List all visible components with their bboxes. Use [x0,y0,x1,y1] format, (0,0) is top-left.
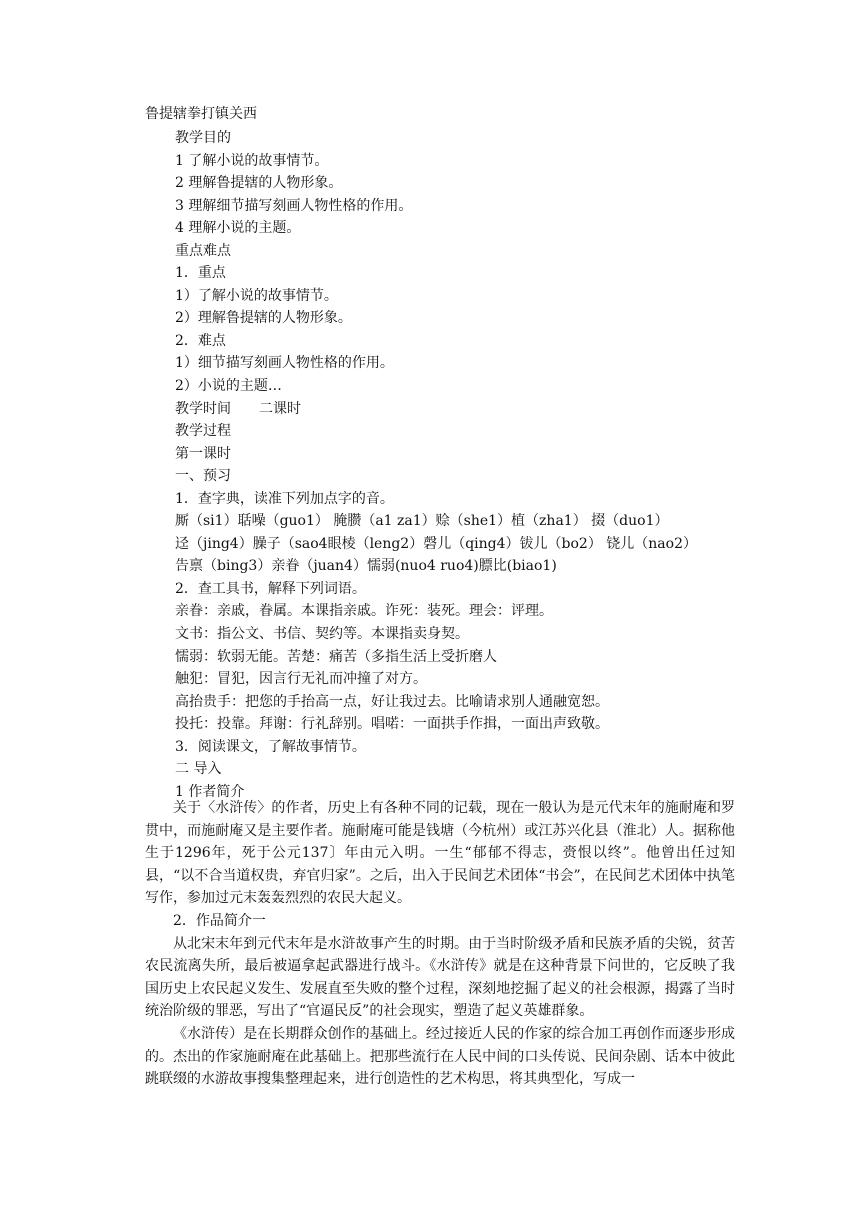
outline-lines [175,127,775,803]
body-paragraphs [145,797,735,1091]
text-line: 教学目的 [175,130,231,146]
text-line: 3．阅读课文，了解故事情节。 [175,738,366,755]
text-line: 厮（si1）聒噪（guo1） 腌臜（a1 za1）赊（she1）植（zha1） 掇（duo1） [175,513,669,530]
text-line: 2）小说的主题… [175,378,282,395]
text-line: 1）细节描写刻画人物性格的作用。 [175,355,394,372]
text-line: 3 理解细节描写刻画人物性格的作用。 [175,197,413,214]
text-line: 一、预习 [175,468,231,485]
work-creation-paragraph: 《水浒传）是在长期群众创作的基础上。经过接近人民的作家的综合加工再创作而逐步形成的。杰出的作家施耐庵在此基础上。把那些流行在人民中间的口头传说、民间杂剧、话本中彼此跳联缀的水游故事搜集整理起来，进行创造性的艺术构思，将其典型化，写成一 [145,1025,735,1088]
text-line: 教学时间 二课时 [175,400,301,417]
text-line: 1 了解小说的故事情节。 [175,152,329,169]
text-line: 投托：投靠。拜谢：行礼辞别。唱喏：一面拱手作揖，一面出声致敬。 [175,716,609,733]
text-line: 1 作者简介 [175,783,245,800]
text-line: 触犯：冒犯，因言行无礼而冲撞了对方。 [175,671,427,688]
section-subheading: 2．作品简介一 [173,912,266,929]
text-line: 教学过程 [175,423,231,440]
work-intro-paragraph: 从北宋末年到元代末年是水浒故事产生的时期。由于当时阶级矛盾和民族矛盾的尖锐，贫苦农民流离失所，最后被逼拿起武器进行战斗。《水浒传》就是在这种背景下问世的，它反映了我国历史上农民起义发生、发展直至失败的整个过程，深刻地挖掘了起义的社会根源，揭露了当时统治阶级的罪恶，写出了“官逼民反”的社会现实，塑造了起义英雄群象。 [145,935,735,1020]
text-line: 2）理解鲁提辖的人物形象。 [175,310,352,327]
text-line: 亲眷：亲戚，眷属。本课指亲戚。诈死：装死。理会：评理。 [175,603,553,620]
text-line: 重点难点 [175,242,231,259]
text-line: 高抬贵手：把您的手抬高一点，好让我过去。比喻请求别人通融宽恕。 [175,693,609,710]
author-paragraph: 关于〈水浒传〉的作者，历史上有各种不同的记载，现在一般认为是元代末年的施耐庵和罗贯中，而施耐庵又是主要作者。施耐庵可能是钱塘（今杭州）或江苏兴化县（淮北）人。据称他生于1296年，死于公元137〕年由元入明。一生“郁郁不得志，赍恨以终”。他曾出任过知县，“以不合当道权贵，弃官归家”。之后，出入于民间艺术团体“书会”，在民间艺术团体中执笔写作，参加过元末轰轰烈烈的农民大起义。 [145,800,735,907]
text-line: 2 理解鲁提辖的人物形象。 [175,175,343,192]
text-line: 懦弱：软弱无能。苦楚：痛苦（多指生活上受折磨人 [175,648,497,665]
text-line: 第一课时 [175,445,231,462]
text-line: 告禀（bing3）亲眷（juan4）懦弱(nuo4 ruo4)膘比(biao1) [175,558,557,575]
text-line: 二 导入 [175,761,222,778]
text-line: 迳（jing4）臊子（sao4眼棱（leng2）磬儿（qing4）钹儿（bo2） 铙儿（nao2） [175,535,697,552]
text-line: 文书：指公文、书信、契约等。本课指卖身契。 [175,626,469,643]
text-line: 1．查字典，读准下列加点字的音。 [175,490,394,507]
page-title: 鲁提辖拳打镇关西 [145,106,257,122]
text-line: 4 理解小说的主题。 [175,220,301,237]
text-line: 1）了解小说的故事情节。 [175,287,338,304]
text-line: 2．难点 [175,332,226,349]
text-line: 1．重点 [175,265,226,282]
text-line: 2．查工具书，解释下列词语。 [175,580,366,597]
